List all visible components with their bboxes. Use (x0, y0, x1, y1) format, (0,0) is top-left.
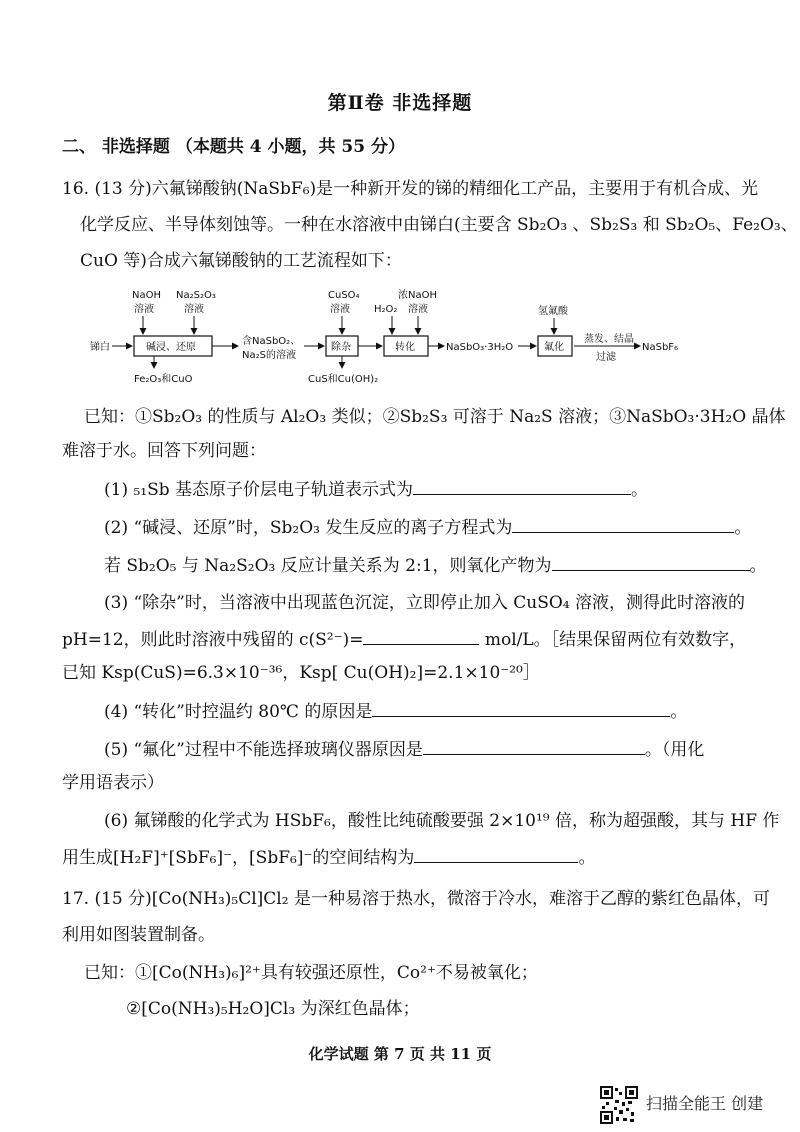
q16-part-3-pre: pH=12，则此时溶液中残留的 c(S²⁻)= (62, 630, 364, 650)
reagent-naoh: NaOH (132, 290, 161, 301)
q16-part-4-period: 。 (670, 702, 688, 722)
intermediate-1-line-2: Na₂S的溶液 (242, 350, 296, 361)
start-material: 锑白 (90, 342, 110, 353)
reagent-na2s2o3: Na₂S₂O₃ (176, 290, 216, 301)
reagent-hf: 氢氟酸 (538, 306, 568, 317)
answer-blank-2b[interactable] (552, 554, 750, 571)
q16-intro-line-2: 化学反应、半导体刻蚀等。一种在水溶液中由锑白(主要含 Sb₂O₃ 、Sb₂S₃ 和 Sb₂O₅、Fe₂O₃、 (80, 215, 798, 235)
q17-intro-line-2: 利用如图装置制备。 (62, 925, 215, 945)
residue-fe2o3-cuo: Fe₂O₃和CuO (134, 374, 193, 385)
q16-part-6-period: 。 (578, 848, 596, 868)
reagent-conc-naoh-solution: 溶液 (408, 304, 428, 315)
q16-part-6-text: 用生成[H₂F]⁺[SbF₆]⁻，[SbF₆]⁻的空间结构为 (62, 848, 415, 868)
q16-part-2 (104, 516, 751, 539)
answer-blank-1[interactable] (413, 478, 631, 495)
q16-known-line-2: 难溶于水。回答下列问题： (62, 441, 266, 461)
qr-code-icon (600, 1086, 638, 1124)
process-flow-diagram (88, 286, 688, 386)
q16-part-5-text: (5) “氟化”过程中不能选择玻璃仪器原因是 (104, 740, 423, 760)
answer-blank-4[interactable] (372, 700, 670, 717)
q16-part-5-post: 。（用化 (644, 740, 705, 760)
intermediate-1-line-1: 含NaSbO₂、 (242, 336, 301, 347)
step-evaporate-crystallize: 蒸发、结晶 (584, 334, 634, 345)
q16-part-5 (104, 738, 704, 761)
reagent-cuso4-solution: 溶液 (330, 304, 350, 315)
q16-part-1-period: 。 (631, 480, 649, 500)
q17-intro-line-1: 17. (15 分)[Co(NH₃)₅Cl]Cl₂ 是一种易溶于热水，微溶于冷水，难溶于乙醇的紫红色晶体，可 (62, 889, 770, 909)
answer-blank-3[interactable] (363, 628, 479, 645)
box-alkali-leach-reduce-label: 碱浸、还原 (146, 342, 196, 353)
q17-known-line-2: ②[Co(NH₃)₅H₂O]Cl₃ 为深红色晶体； (126, 999, 420, 1019)
answer-blank-5[interactable] (423, 738, 645, 755)
q16-part-3-post: mol/L。［结果保留两位有效数字， (484, 630, 747, 650)
box-fluorinate-label: 氟化 (544, 342, 564, 353)
reagent-conc-naoh: 浓NaOH (398, 290, 437, 301)
q16-part-2b-period: 。 (749, 556, 767, 576)
q16-part-3-line-2 (62, 628, 746, 651)
q16-part-6-line-2 (62, 846, 595, 869)
reagent-naoh-solution: 溶液 (134, 304, 154, 315)
answer-blank-6[interactable] (414, 846, 578, 863)
reagent-cuso4: CuSO₄ (328, 290, 360, 301)
scanner-watermark: 扫描全能王 创建 (646, 1094, 764, 1113)
residue-cus-cuoh2: CuS和Cu(OH)₂ (308, 374, 379, 385)
q16-intro-line-3: CuO 等)合成六氟锑酸钠的工艺流程如下： (80, 251, 402, 271)
intermediate-2: NaSbO₃·3H₂O (446, 342, 514, 353)
q16-part-2b-text: 若 Sb₂O₅ 与 Na₂S₂O₃ 反应计量关系为 2:1，则氧化产物为 (104, 556, 552, 576)
q16-part-5-line-2: 学用语表示） (62, 773, 164, 793)
final-product: NaSbF₆ (642, 342, 679, 353)
q16-intro-line-1: 16. (13 分)六氟锑酸钠(NaSbF₆)是一种新开发的锑的精细化工产品，主要用于有机合成、光 (62, 179, 759, 199)
q16-part-1-text: (1) ₅₁Sb 基态原子价层电子轨道表示式为 (104, 480, 414, 500)
q16-part-1 (104, 478, 648, 501)
q16-part-4-text: (4) “转化”时控温约 80℃ 的原因是 (104, 702, 373, 722)
reagent-na2s2o3-solution: 溶液 (184, 304, 204, 315)
q16-part-2-period: 。 (734, 518, 752, 538)
q16-part-3-line-1: (3) “除杂”时，当溶液中出现蓝色沉淀，立即停止加入 CuSO₄ 溶液，测得此时溶液的 (104, 593, 746, 613)
q17-known-line-1: 已知：①[Co(NH₃)₆]²⁺具有较强还原性，Co²⁺不易被氧化； (84, 963, 538, 983)
part-title: 第Ⅱ卷 非选择题 (327, 92, 473, 114)
box-purify-label: 除杂 (331, 342, 351, 353)
step-filter: 过滤 (596, 352, 616, 363)
answer-blank-2a[interactable] (512, 516, 734, 533)
reagent-h2o2: H₂O₂ (374, 304, 398, 315)
q16-known-line-1: 已知：①Sb₂O₃ 的性质与 Al₂O₃ 类似；②Sb₂S₃ 可溶于 Na₂S 溶液；③NaSbO₃·3H₂O 晶体 (84, 407, 786, 427)
q16-part-2b (104, 554, 767, 577)
page-footer: 化学试题 第 7 页 共 11 页 (308, 1045, 492, 1063)
section-heading: 二、 非选择题 （本题共 4 小题，共 55 分） (62, 137, 405, 157)
q16-part-2-text: (2) “碱浸、还原”时，Sb₂O₃ 发生反应的离子方程式为 (104, 518, 513, 538)
q16-part-3-line-3: 已知 Ksp(CuS)=6.3×10⁻³⁶，Ksp[ Cu(OH)₂]=2.1×10⁻²⁰］ (62, 663, 540, 683)
q16-part-6-line-1: (6) 氟锑酸的化学式为 HSbF₆，酸性比纯硫酸要强 2×10¹⁹ 倍，称为超强酸，其与 HF 作 (104, 811, 780, 831)
q16-part-4 (104, 700, 687, 723)
box-convert-label: 转化 (395, 342, 415, 353)
